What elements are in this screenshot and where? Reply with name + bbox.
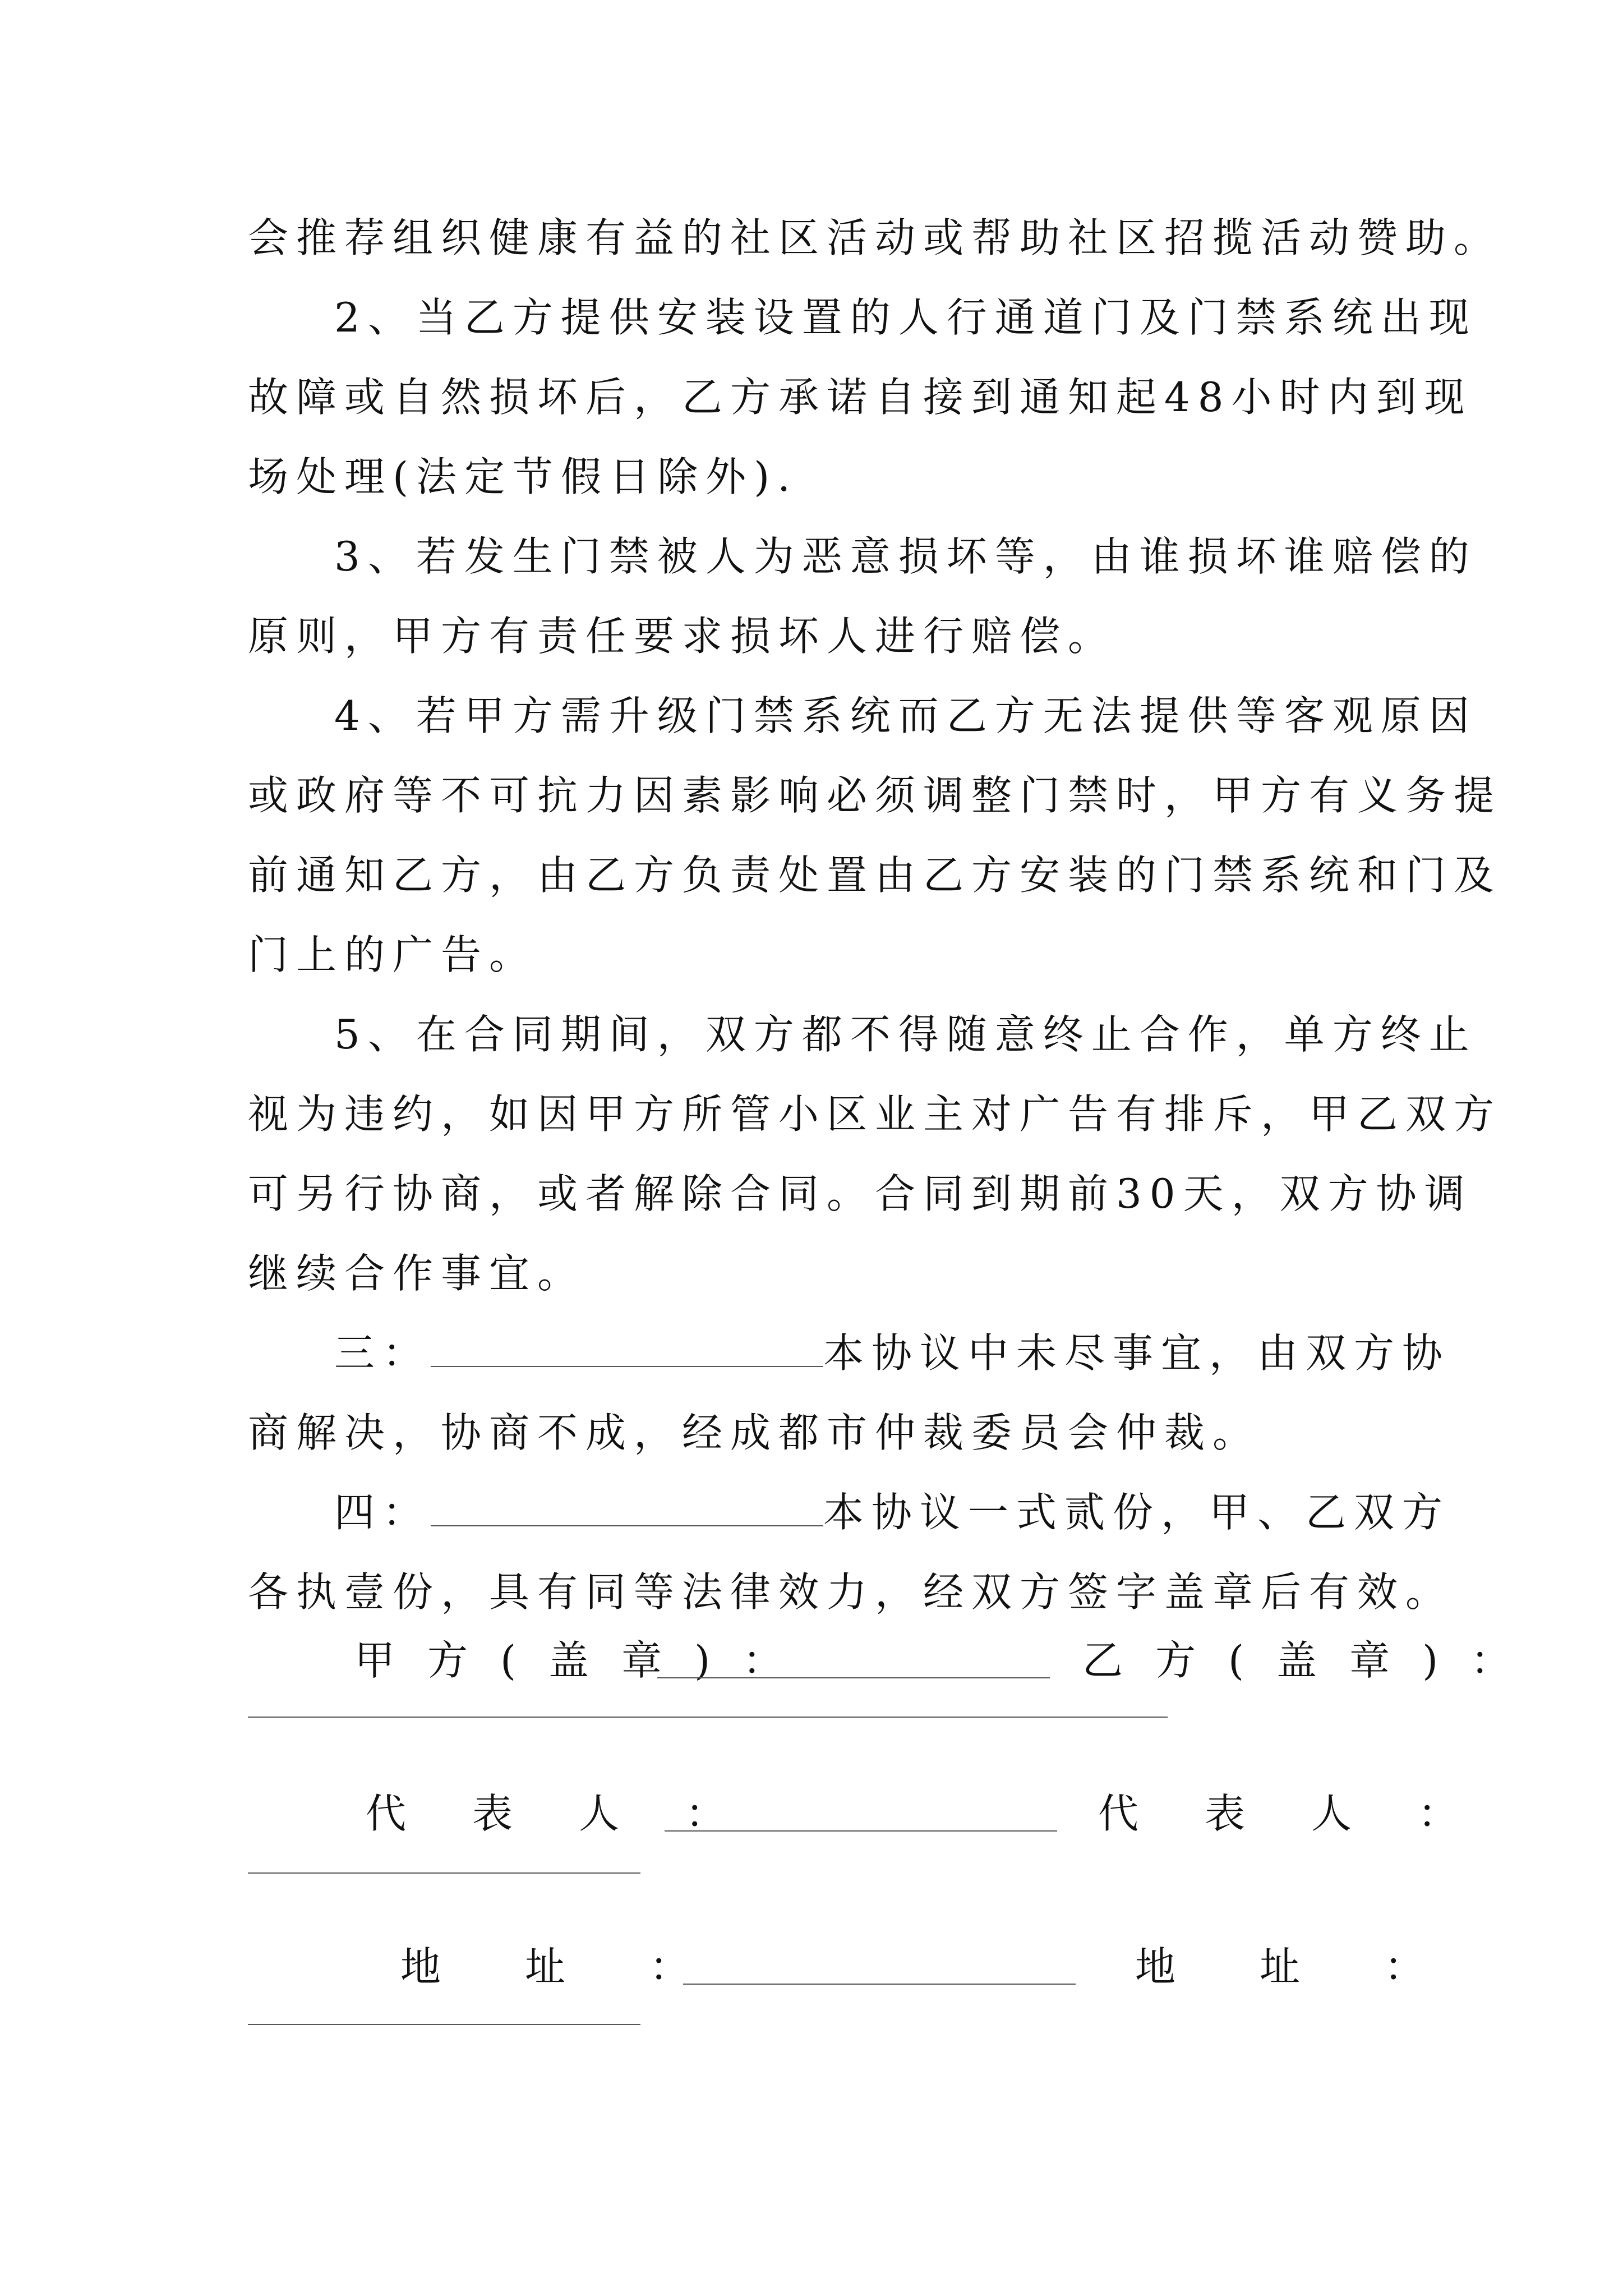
clause-three-line — [334, 1326, 1450, 1380]
fill-in-blank[interactable] — [431, 1489, 823, 1526]
party-a-seal-blank[interactable] — [657, 1677, 1050, 1678]
paragraph-line: 门上的广告。 — [248, 931, 538, 978]
party-b-representative-blank[interactable] — [248, 1872, 640, 1874]
clause-number: 四： — [334, 1489, 431, 1536]
paragraph-line: 各执壹份，具有同等法律效力，经双方签字盖章后有效。 — [248, 1568, 1454, 1616]
paragraph-line: 故障或自然损坏后，乙方承诺自接到通知起48小时内到现 — [248, 374, 1473, 421]
paragraph-line: 继续合作事宜。 — [248, 1250, 586, 1297]
paragraph-line: 前通知乙方，由乙方负责处置由乙方安装的门禁系统和门及 — [248, 852, 1502, 899]
clause-number: 三： — [334, 1329, 431, 1377]
party-b-seal-label: 乙方(盖章)： — [1082, 1637, 1544, 1684]
paragraph-line: 可另行协商，或者解除合同。合同到期前30天，双方协调 — [248, 1170, 1473, 1217]
paragraph-line: 5、在合同期间，双方都不得随意终止合作，单方终止 — [334, 1011, 1477, 1058]
paragraph-line: 4、若甲方需升级门禁系统而乙方无法提供等客观原因 — [334, 692, 1477, 739]
fill-in-blank[interactable] — [431, 1330, 823, 1367]
party-b-representative-label: 代表人： — [1098, 1790, 1525, 1837]
paragraph-line: 原则，甲方有责任要求损坏人进行赔偿。 — [248, 613, 1117, 660]
paragraph-line: 或政府等不可抗力因素影响必须调整门禁时，甲方有义务提 — [248, 772, 1502, 819]
party-a-seal-label: 甲方(盖章)： — [354, 1637, 816, 1684]
party-a-representative-blank[interactable] — [665, 1830, 1057, 1832]
paragraph-line: 商解决，协商不成，经成都市仲裁委员会仲裁。 — [248, 1409, 1261, 1456]
clause-text: 本协议一式贰份，甲、乙双方 — [823, 1489, 1451, 1536]
party-b-address-blank[interactable] — [248, 2024, 640, 2025]
paragraph-line: 3、若发生门禁被人为恶意损坏等，由谁损坏谁赔偿的 — [334, 533, 1477, 580]
party-a-address-blank[interactable] — [683, 1984, 1076, 1985]
party-a-address-label: 地址： — [400, 1943, 774, 1990]
paragraph-line: 会推荐组织健康有益的社区活动或帮助社区招揽活动赞助。 — [248, 214, 1502, 261]
paragraph-line: 2、当乙方提供安装设置的人行通道门及门禁系统出现 — [334, 294, 1477, 341]
paragraph-line: 场处理(法定节假日除外). — [248, 453, 799, 500]
party-b-seal-blank[interactable] — [248, 1717, 1168, 1718]
party-b-address-label: 地址： — [1135, 1943, 1509, 1990]
clause-four-line — [334, 1485, 1450, 1539]
clause-text: 本协议中未尽事宜，由双方协 — [823, 1329, 1451, 1377]
paragraph-line: 视为违约，如因甲方所管小区业主对广告有排斥，甲乙双方 — [248, 1091, 1502, 1138]
party-a-representative-label: 代表人： — [366, 1790, 792, 1837]
